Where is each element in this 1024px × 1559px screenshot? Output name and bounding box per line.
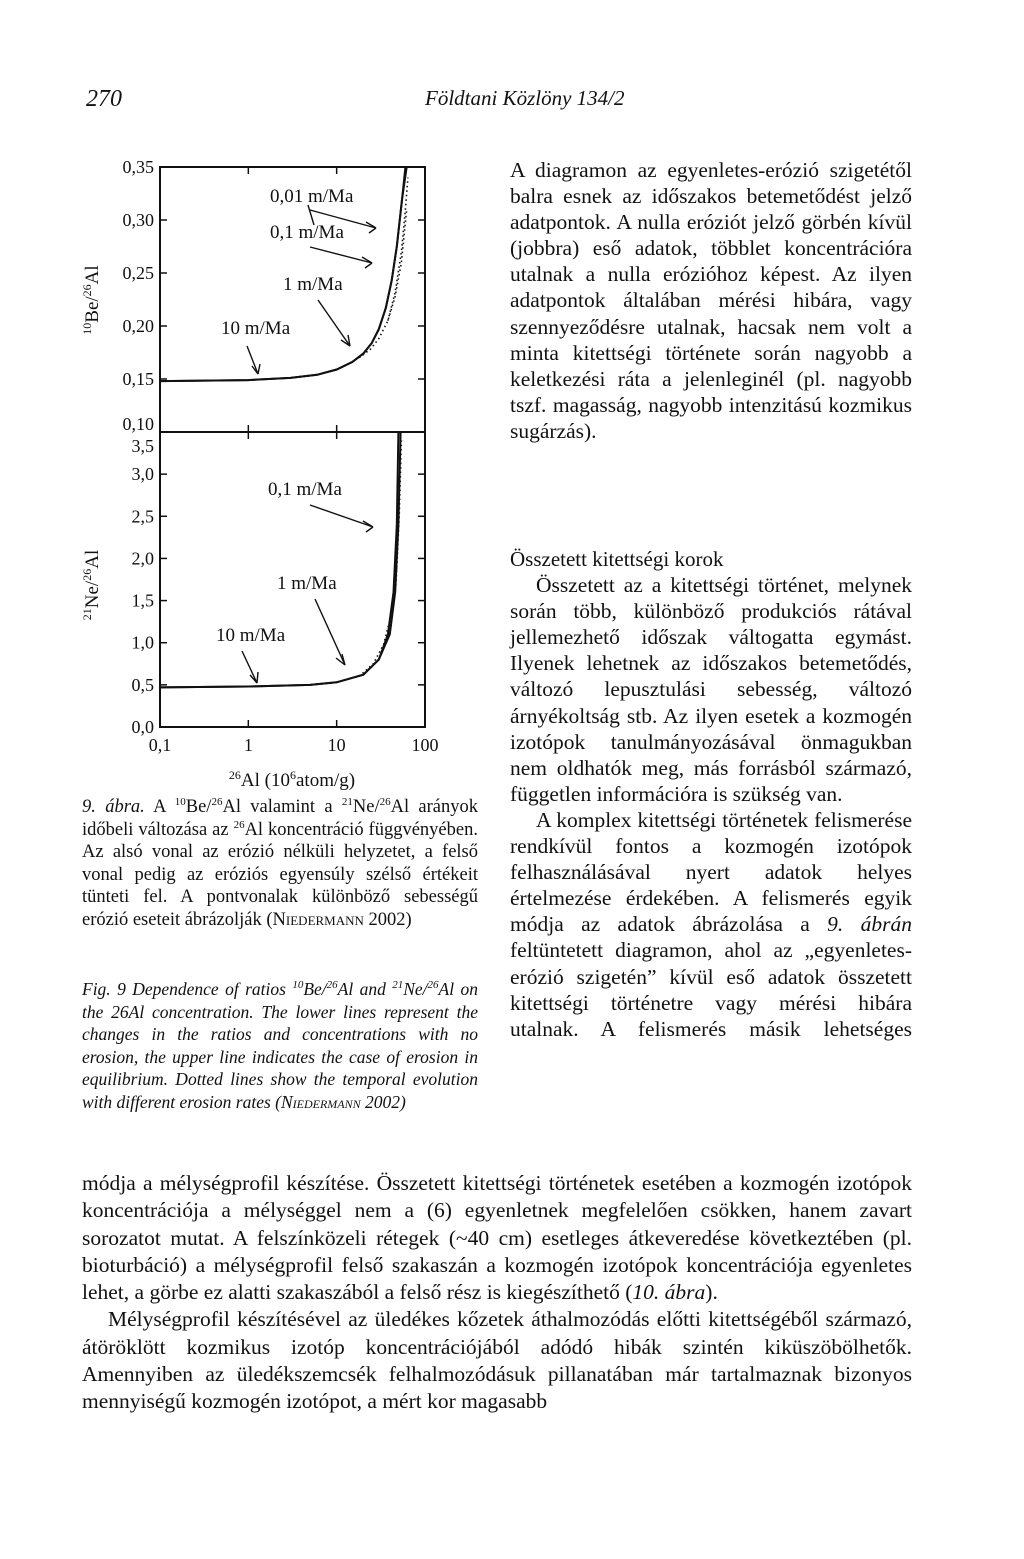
x-tick-label: 100 [411, 735, 439, 755]
y-tick-label: 1,0 [131, 632, 154, 653]
ylabel-bottom: $^{21}$Ne/$^{26}$Al [80, 549, 103, 621]
x-tick-label: 1 [243, 735, 253, 755]
annotation-top-01 [270, 210, 376, 268]
page-number: 270 [86, 86, 122, 112]
right-column-top [510, 157, 912, 444]
annotation-arrow-head [362, 257, 372, 268]
annotation-arrow-head [366, 222, 376, 233]
full-width-text [82, 1170, 912, 1416]
figure-9-chart [70, 150, 480, 790]
annotation-top-1 [283, 274, 350, 346]
annotation-bottom-10 [216, 625, 286, 683]
y-tick-label: 0,5 [131, 674, 154, 695]
annotation-bottom-1 [277, 573, 345, 665]
figure-caption-english: Fig. 9 Dependence of ratios $^{10}$Be/$^{26}$Al and $^{21}$Ne/$^{26}$Al on the 26Al concentration. The lower lines represent the changes in the ratios and concentrations with no erosion, the upper line indicates the case of erosion in equilibrium. Dotted lines show the temporal evolution with different erosion rates (Niedermann 2002) [82, 979, 478, 1112]
section-heading: Összetett kitettségi korok [510, 547, 724, 571]
annotation-top-10 [221, 318, 291, 374]
paragraph-recognition: A komplex kitettségi történetek felismerése rendkívül fontos a kozmogén izotópok felhasználásával nyert adatok helyes értelmezése érdekében. A felismerés egyik módja az adatok ábrázolása a 9. ábrán feltüntetett diagramon, ahol az „egyenletes-erózió szigetén” kívül eső adatok összetett kitettségi történetre vagy mérési hibára utalnak. A felismerés másik lehetséges [510, 807, 912, 1041]
annotation-label: 1 m/Ma [277, 573, 337, 594]
annotation-arrow-head [363, 521, 373, 532]
y-tick-label: 0,20 [122, 316, 154, 336]
series-line-3 [388, 178, 408, 321]
y-tick-label: 0,35 [122, 157, 154, 177]
chart-panel-top [80, 157, 425, 434]
journal-header: Földtani Közlöny 134/2 [425, 86, 625, 110]
annotation-label: 10 m/Ma [216, 625, 286, 646]
right-column-section [510, 546, 912, 1042]
y-tick-label: 2,5 [131, 506, 154, 527]
series-line-2 [359, 209, 407, 357]
paragraph-complex-ages: Összetett az a kitettségi történet, melynek során több, különböző produkciós rátával jellemezhető időszak váltogatta egymást. Ilyenek lehetnek az időszakos betemetődés, változó lepusztulási sebesség, változó árnyékoltság stb. Az ilyen esetek a kozmogén izotópok tanulmányozásával önmagukban nem oldhatók meg, más forrásból származó, független információra is szükség van. [510, 573, 912, 806]
x-tick-label: 0,1 [148, 735, 172, 755]
y-tick-label: 0,0 [131, 717, 154, 737]
y-tick-label: 0,25 [122, 263, 154, 283]
annotation-label: 1 m/Ma [283, 274, 343, 295]
y-tick-label: 3,5 [131, 436, 154, 456]
annotation-label: 0,01 m/Ma [270, 186, 354, 207]
y-tick-label: 1,5 [131, 590, 154, 611]
figure-caption-hungarian: 9. ábra. A $^{10}$Be/$^{26}$Al valamint a $^{21}$Ne/$^{26}$Al arányok időbeli változása az $^{26}$Al koncentráció függvényében. Az alsó vonal az erózió nélküli helyzetet, a felső vonal pedig az eróziós egyensúly szélső értékeit tünteti fel. A pontvonalak különböző sebességű erózió eseteit ábrázolják (Niedermann 2002) [82, 795, 478, 930]
paragraph-diagram: A diagramon az egyenletes-erózió szigetétől balra esnek az időszakos betemetődést jelző adatpontok. A nulla eróziót jelző görbén kívül (jobbra) eső adatok, többlet koncentrációra utalnak a nulla erózióhoz képest. Az ilyen adatpontok általában mérési hibára, vagy szennyeződésre utalnak, hacsak nem volt a minta kitettségi története során nagyobb a keletkezési ráta a jelenleginél (pl. nagyobb tszf. magasság, nagyobb intenzitású kozmikus sugárzás). [510, 158, 912, 443]
y-tick-label: 0,15 [122, 369, 154, 389]
annotation-label: 0,1 m/Ma [270, 222, 344, 243]
series-line-1 [160, 432, 401, 687]
annotation-bottom-01 [268, 479, 373, 532]
annotation-arrow [310, 505, 373, 527]
ylabel-top: $^{10}$Be/$^{26}$Al [80, 265, 103, 335]
annotation-arrow [242, 651, 257, 683]
annotation-arrow [310, 247, 372, 263]
series-line-0 [160, 432, 398, 687]
y-tick-label: 0,30 [122, 210, 154, 230]
annotation-label: 10 m/Ma [221, 318, 291, 339]
y-tick-label: 2,0 [131, 548, 154, 569]
annotation-arrow [315, 599, 345, 665]
paragraph-depth-profile: módja a mélységprofil készítése. Összetett kitettségi történetek esetében a kozmogén izotópok koncentrációja a mélységgel nem a (6) egyenletnek megfelelően csökken, hanem zavart sorozatot mutat. A felszínközeli rétegek (~40 cm) esetleges átkeveredése következtében (pl. bioturbáció) a mélységprofil felső szakaszán a kozmogén izotópok koncentrációja egyenletes lehet, a görbe ez alatti szakaszából a felső rész is kiegészíthető (10. ábra). [82, 1171, 912, 1305]
annotation-arrow [318, 300, 350, 346]
chart-panel-bottom [80, 432, 439, 790]
paragraph-inheritance: Mélységprofil készítésével az üledékes kőzetek áthalmozódás előtti kitettségéből származó, átöröklött kozmikus izotóp koncentrációjából adódó hibák szintén kiküszöbölhetők. Amennyiben az üledékszemcsék felhalmozódásuk pillanatában már tartalmaznak bizonyos mennyiségű kozmogén izotópot, a mért kor magasabb [82, 1307, 912, 1414]
y-tick-label: 0,10 [122, 414, 154, 434]
y-tick-label: 3,0 [131, 464, 154, 485]
xlabel: $^{26}$Al $(10^6atom/g)$ [228, 768, 356, 790]
x-tick-label: 10 [327, 735, 346, 755]
annotation-arrow [247, 346, 258, 374]
annotation-label: 0,1 m/Ma [268, 479, 342, 500]
